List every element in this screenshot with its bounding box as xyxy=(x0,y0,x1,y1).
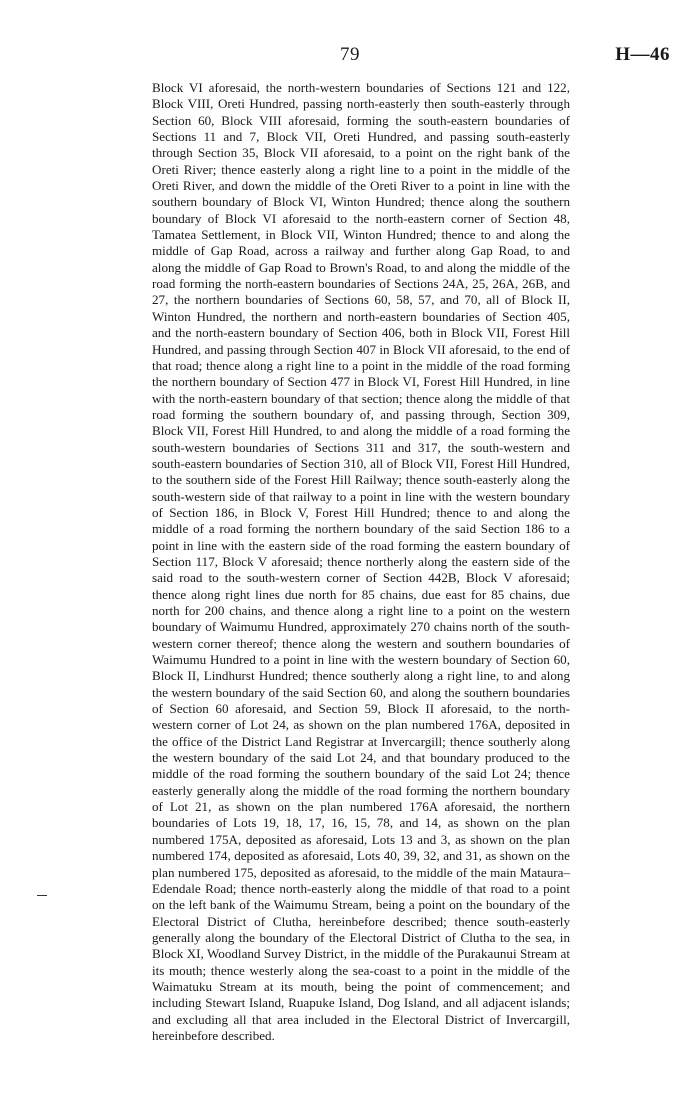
body-text xyxy=(152,80,570,1044)
document-reference: H—46 xyxy=(615,44,670,65)
boundary-description-paragraph: Block VI aforesaid, the north-western boundaries of Sections 121 and 122, Block VIII, Oreti Hundred, passing north-easterly then south-easterly through Section 60, Block VIII aforesaid, forming the south-eastern boundaries of Sections 11 and 7, Block VII, Oreti Hundred, and passing south-easterly through Section 35, Block VII aforesaid, to a point on the right bank of the Oreti River; thence easterly along a right line to a point in the middle of the Oreti River, and down the middle of the Oreti River to a point in line with the southern boundary of Block VI, Winton Hundred; thence along the southern boundary of Block VI aforesaid to the north-eastern corner of Section 48, Tamatea Settlement, in Block VII, Winton Hundred; thence to and along the middle of Gap Road, across a railway and further along Gap Road, to and along the middle of Gap Road to Brown's Road, to and along the middle of the road forming the north-eastern boundaries of Sections 24A, 25, 26A, 26B, and 27, the northern boundaries of Sections 60, 58, 57, and 70, all of Block II, Winton Hundred, the northern and north-eastern boundaries of Section 405, and the north-eastern boundary of Section 406, both in Block VII, Forest Hill Hundred, and passing through Section 407 in Block VII aforesaid, to the end of that road; thence along a right line to a point in the middle of the road forming the northern boundary of Section 477 in Block VI, Forest Hill Hundred, in line with the north-eastern boundary of that section; thence along the middle of that road forming the southern boundary of, and passing through, Section 309, Block VII, Forest Hill Hundred, to and along the middle of a road forming the south-western boundaries of Sections 311 and 317, the south-western and south-eastern boundaries of Section 310, all of Block VII, Forest Hill Hundred, to the southern side of the Forest Hill Railway; thence south-easterly along the south-western side of that railway to a point in line with the western boundary of Section 186, in Block V, Forest Hill Hundred; thence to and along the middle of a road forming the northern boundary of the said Section 186 to a point in line with the eastern side of the road forming the eastern boundary of Section 117, Block V aforesaid; thence northerly along the eastern side of the said road to the south-western corner of Section 442B, Block V aforesaid; thence along right lines due north for 85 chains, due east for 85 chains, due north for 200 chains, and thence along a right line to a point on the western boundary of Waimumu Hundred, approximately 270 chains north of the south-western corner thereof; thence along the western and southern boundaries of Waimumu Hundred to a point in line with the western boundary of Section 60, Block II, Lindhurst Hundred; thence southerly along a right line, to and along the western boundary of the said Section 60, and along the southern boundaries of Section 60 aforesaid, and Section 59, Block II aforesaid, to the north-western corner of Lot 24, as shown on the plan numbered 176A, deposited in the office of the District Land Registrar at Invercargill; thence southerly along the western boundary of the said Lot 24, and that boundary produced to the middle of the road forming the southern boundary of the said Lot 24; thence easterly generally along the middle of the road forming the northern boundary of Lot 21, as shown on the plan numbered 176A aforesaid, the northern boundaries of Lots 19, 18, 17, 16, 15, 78, and 14, as shown on the plan numbered 175A, deposited as aforesaid, Lots 13 and 3, as shown on the plan numbered 174, deposited as aforesaid, Lots 40, 39, 32, and 31, as shown on the plan numbered 175, deposited as aforesaid, to the middle of the main Mataura–Edendale Road; thence north-easterly along the middle of that road to a point on the left bank of the Waimumu Stream, being a point on the boundary of the Electoral District of Clutha, hereinbefore described; thence south-easterly generally along the boundary of the Electoral District of Clutha to the sea, in Block XI, Woodland Survey District, in the middle of the Purakaunui Stream at its mouth; thence westerly along the sea-coast to a point in the middle of the Waimatuku Stream at its mouth, being the point of commencement; and including Stewart Island, Ruapuke Island, Dog Island, and all adjacent islands; and excluding all that area included in the Electoral District of Invercargill, hereinbefore described. xyxy=(152,80,570,1043)
page-number: 79 xyxy=(340,44,360,65)
margin-mark xyxy=(37,895,47,896)
